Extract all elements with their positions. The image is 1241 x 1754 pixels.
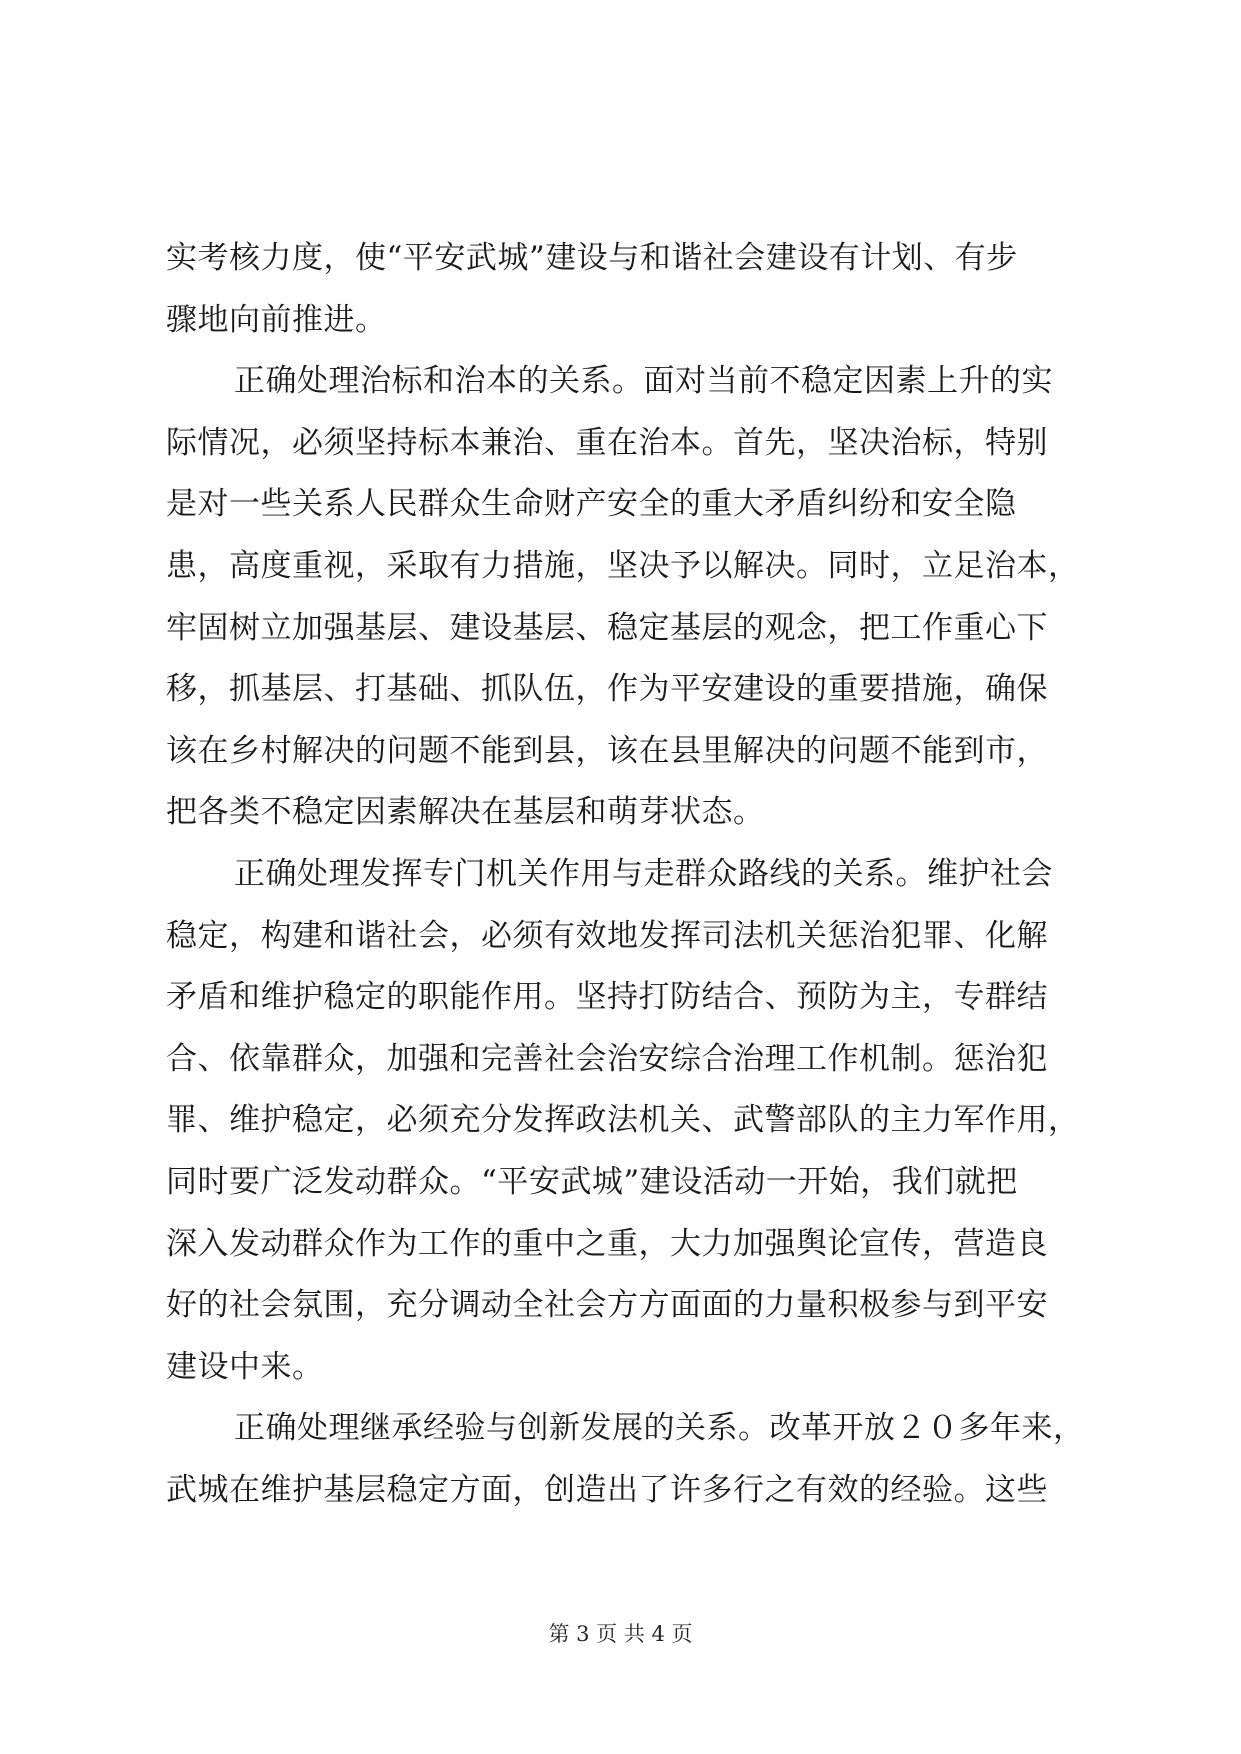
- page-footer: [0, 1620, 1241, 1648]
- text-line: 把各类不稳定因素解决在基层和萌芽状态。: [166, 794, 765, 831]
- text-line: 患，高度重视，采取有力措施，坚决予以解决。同时，立足治本，: [166, 547, 1080, 584]
- text-line: 深入发动群众作为工作的重中之重，大力加强舆论宣传，营造良: [166, 1225, 1048, 1262]
- text-line: 实考核力度，使“平安武城”建设与和谐社会建设有计划、有步: [166, 240, 1018, 276]
- body-text: [166, 228, 1085, 1521]
- text-line: 建设中来。: [166, 1348, 324, 1385]
- text-line: 好的社会氛围，充分调动全社会方方面面的力量积极参与到平安: [166, 1287, 1048, 1324]
- text-line: 该在乡村解决的问题不能到县，该在县里解决的问题不能到市，: [166, 732, 1048, 769]
- text-line: 是对一些关系人民群众生命财产安全的重大矛盾纠纷和安全隐: [166, 486, 1017, 523]
- paragraph-first-line: 正确处理发挥专门机关作用与走群众路线的关系。维护社会: [234, 855, 1053, 892]
- paragraph-first-line: 正确处理继承经验与创新发展的关系。改革开放２０多年来，: [234, 1410, 1085, 1447]
- text-line: 罪、维护稳定，必须充分发挥政法机关、武警部队的主力军作用，: [166, 1102, 1080, 1139]
- text-line: 际情况，必须坚持标本兼治、重在治本。首先，坚决治标，特别: [166, 424, 1048, 461]
- text-line: 合、依靠群众，加强和完善社会治安综合治理工作机制。惩治犯: [166, 1040, 1048, 1077]
- text-line: 武城在维护基层稳定方面，创造出了许多行之有效的经验。这些: [166, 1471, 1048, 1508]
- text-line: 骤地向前推进。: [166, 301, 387, 338]
- page-number-label: 第 3 页 共 4 页: [548, 1622, 693, 1646]
- text-line: 同时要广泛发动群众。“平安武城”建设活动一开始，我们就把: [166, 1163, 1018, 1200]
- text-line: 牢固树立加强基层、建设基层、稳定基层的观念，把工作重心下: [166, 609, 1048, 646]
- text-line: 矛盾和维护稳定的职能作用。坚持打防结合、预防为主，专群结: [166, 979, 1048, 1016]
- paragraph-first-line: 正确处理治标和治本的关系。面对当前不稳定因素上升的实: [234, 363, 1053, 400]
- text-line: 移，抓基层、打基础、抓队伍，作为平安建设的重要措施，确保: [166, 671, 1048, 708]
- text-line: 稳定，构建和谐社会，必须有效地发挥司法机关惩治犯罪、化解: [166, 917, 1048, 954]
